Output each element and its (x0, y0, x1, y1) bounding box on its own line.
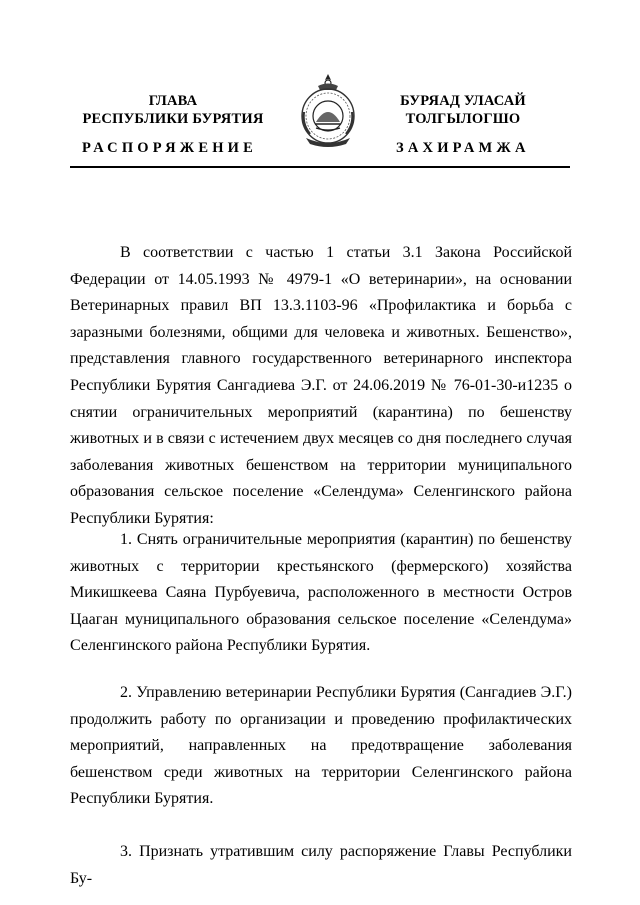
header-divider (70, 166, 570, 168)
header-right-line2: ТОЛГЫЛОГШО (405, 111, 521, 127)
doc-type-label-bua: ЗАХИРАМЖА (396, 140, 530, 156)
coat-of-arms-icon (296, 72, 360, 148)
item-3-paragraph: 3. Признать утратившим силу распоряжение Главы Республики Бу- (70, 843, 572, 887)
header-left-line2: РЕСПУБЛИКИ БУРЯТИЯ (82, 111, 264, 127)
intro-paragraph: В соответствии с частью 1 статьи 3.1 Закона Российской Федерации от 14.05.1993 № 4979-1 «О ветеринарии», на основании Ветеринарных правил ВП 13.3.1103-96 «Профилактика и борьба с заразными болезнями, общими для человека и животных. Бешенство», представления главного государственного ветеринарного инспектора Республики Бурятия Сангадиева Э.Г. от 24.06.2019 № 76-01-30-и1235 о снятии ограничительных мероприятий (карантина) по бешенству животных и в связи с истечением двух месяцев со дня последнего случая заболевания животных бешенством на территории муниципального образования сельское поселение «Селендума» Селенгинского района Республики Бурятия: (70, 244, 572, 527)
header-left-title (78, 92, 268, 128)
doc-type-label-ru: РАСПОРЯЖЕНИЕ (82, 140, 258, 156)
header-right-line1: БУРЯАД УЛАСАЙ (400, 93, 526, 109)
item-1-paragraph: 1. Снять ограничительные мероприятия (карантин) по бешенству животных с территории крестьянского (фермерского) хозяйства Микишкеева Саяна Пурбуевича, расположенного в местности Остров Цааган муниципального образования сельское поселение «Селендума» Селенгинского района Республики Бурятия. (70, 531, 572, 655)
item-2-paragraph: 2. Управлению ветеринарии Республики Бурятия (Сангадиев Э.Г.) продолжить работу по организации и проведению профилактических мероприятий, направленных на предотвращение заболевания бешенством среди животных на территории Селенгинского района Республики Бурятия. (70, 684, 572, 808)
header-right-title (368, 92, 558, 128)
header-left-line1: ГЛАВА (148, 93, 198, 109)
